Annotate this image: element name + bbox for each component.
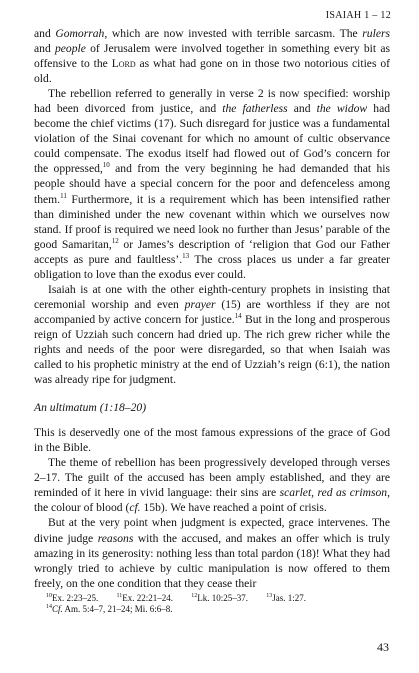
footnote-ref: 11 — [60, 191, 67, 200]
italic-run: cf. — [129, 501, 141, 515]
footnote-line-2 — [46, 604, 390, 615]
text-run: and — [287, 102, 317, 116]
footnote-11 — [117, 593, 174, 603]
footnote-number: 10 — [46, 593, 52, 599]
text-run: or James’s description of ‘religion that God our Father accepts as pure and faultless’. — [34, 237, 390, 266]
italic-run: prayer — [184, 297, 216, 311]
text-run: Furthermore, it is a requirement which has been intensified rather than diminished under the new covenant within which we ourselves now stand. If proof is required we need look no further than Jesus’ parable of the good Samaritan, — [34, 192, 390, 251]
text-run: , the colour of blood ( — [34, 486, 390, 515]
text-run: of Jerusalem were involved together in something every bit as offensive to the — [34, 42, 390, 71]
section-heading: An ultimatum (1:18–20) — [34, 401, 147, 415]
footnote-13 — [266, 593, 306, 603]
text-run: and from the very beginning he had demanded that his people should have a special concern for the poor and defenceless among them. — [34, 162, 391, 206]
text-run: , which are now invested with terrible sarcasm. The — [104, 27, 363, 40]
text-run: But in the long and prosperous reign of Uzziah such concern had dried up. The rich grew richer while the rights and needs of the poor were disregarded, so that when Isaiah was called to his prophetic ministry at the end of Uzziah’s reign (6:1), the nation was already ripe for judgment. — [34, 312, 390, 387]
footnote-cf: Cf. — [52, 604, 63, 614]
text-run: 15b). We have reached a point of crisis. — [140, 501, 327, 515]
footnote-number: 14 — [46, 604, 52, 610]
footnote-text: Lk. 10:25–37. — [197, 593, 249, 603]
text-run: The rebellion referred to generally in verse 2 is now specified: worship had been divorced from justice, and — [34, 87, 390, 116]
paragraph-6 — [34, 515, 390, 590]
text-run: and — [34, 42, 55, 56]
text-run: and — [34, 27, 56, 40]
footnotes — [46, 593, 390, 615]
italic-run: Gomorrah — [55, 27, 105, 40]
footnote-text: Jas. 1:27. — [272, 593, 307, 603]
text-run: as what had gone on in those two notorious cities of old. — [34, 57, 390, 86]
footnote-10 — [46, 593, 98, 603]
italic-run: scarlet, red as crimson — [279, 486, 388, 500]
footnote-line-1 — [46, 593, 390, 604]
running-head: ISAIAH 1 – 12 — [325, 10, 391, 21]
footnote-ref: 12 — [111, 236, 119, 245]
text-run: The theme of rebellion has been progressively developed through verses 2–17. The guilt of the accused has been amply established, and they are reminded of it here in vivid language: their sins are — [34, 456, 390, 500]
small-caps-lord: Lord — [111, 57, 136, 71]
page-number: 43 — [377, 640, 389, 654]
footnote-ref: 14 — [234, 312, 242, 321]
italic-run: the fatherless — [222, 102, 288, 116]
text-run: had become the chief victims (17). Such disregard for justice was a fundamental violation of the Sinai covenant for which no amount of cultic observance could compensate. The exodus itself had flowed out of God’s concern for the oppressed, — [34, 102, 391, 176]
italic-run: rulers — [362, 27, 390, 40]
italic-run: the widow — [316, 102, 368, 116]
footnote-number: 12 — [191, 593, 198, 599]
body-text — [34, 26, 390, 591]
text-run: Isaiah is at one with the other eighth-century prophets in insisting that ceremonial worship and even — [34, 282, 390, 311]
paragraph-1 — [34, 26, 390, 86]
text-run: The cross places us under a far greater obligation to love than the exodus ever could. — [34, 252, 390, 281]
footnote-14 — [46, 604, 173, 614]
footnote-number: 11 — [116, 593, 123, 599]
footnote-text: Ex. 2:23–25. — [52, 593, 99, 603]
footnote-ref: 10 — [102, 161, 110, 170]
text-run: But at the very point when judgment is expected, grace intervenes. The divine judge — [34, 516, 390, 545]
paragraph-3 — [34, 282, 390, 387]
paragraph-2 — [34, 86, 390, 282]
footnote-number: 13 — [266, 593, 273, 599]
footnote-12 — [191, 593, 248, 603]
footnote-text: Am. 5:4–7, 21–24; Mi. 6:6–8. — [62, 604, 173, 614]
paragraph-4: This is deservedly one of the most famous expressions of the grace of God in the Bible. — [34, 426, 390, 455]
text-run: (15) are worthless if they are not accompanied by active concern for justice. — [34, 297, 390, 326]
footnote-text: Ex. 22:21–24. — [122, 593, 174, 603]
paragraph-5 — [34, 455, 390, 515]
italic-run: reasons — [97, 531, 134, 545]
text-run: with the accused, and makes an offer which is truly amazing in its generosity: nothing less than total pardon (18)! What they had wrongly tried to achieve by cultic manipulation is now offered to them freely, on the one condition that they cease their — [34, 531, 390, 590]
footnote-ref: 13 — [182, 251, 190, 260]
italic-run: people — [54, 42, 86, 56]
